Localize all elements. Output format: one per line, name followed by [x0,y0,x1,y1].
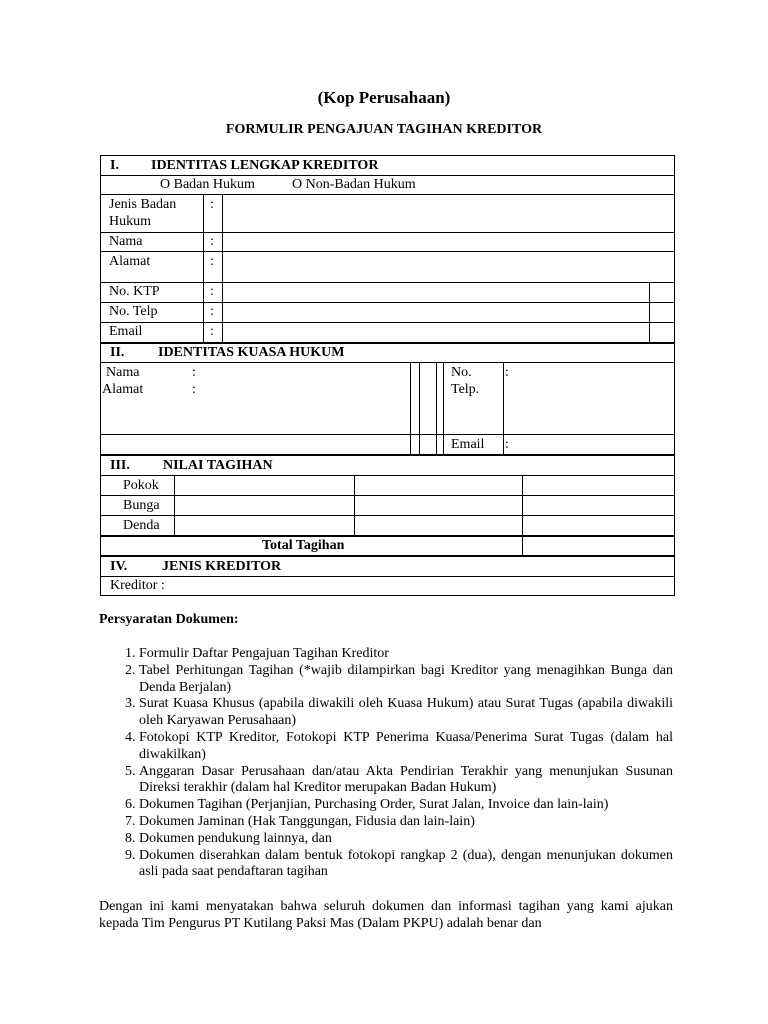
kuasa-nama-label: Nama [106,365,140,380]
kuasa-email-label: Email [451,437,485,452]
kreditor-field[interactable] [175,577,674,595]
jenis-badan-label-2: Hukum [109,214,151,229]
section3-number: III. [110,458,130,473]
requirements-title: Persyaratan Dokumen: [99,612,239,627]
kuasa-telp-label: No. [451,365,472,380]
email-colon: : [210,324,214,339]
total-tagihan-field[interactable] [523,537,674,555]
nama-field[interactable] [223,233,674,250]
alamat-field[interactable] [223,252,674,281]
list-item: 7. Dokumen Jaminan (Hak Tanggungan, Fidusia dan lain-lain) [139,814,673,831]
list-item: 6. Dokumen Tagihan (Perjanjian, Purchasing Order, Surat Jalan, Invoice dan lain-lain) [139,797,673,814]
alamat-colon: : [210,254,214,269]
requirements-list [99,646,673,881]
list-item: 2. Tabel Perhitungan Tagihan (*wajib dilampirkan bagi Kreditor yang menagihkan Bunga dan Denda Berjalan) [139,663,673,697]
ktp-label: No. KTP [109,284,160,299]
list-item: 1. Formulir Daftar Pengajuan Tagihan Kreditor [139,646,673,663]
closing-statement: Dengan ini kami menyatakan bahwa seluruh dokumen dan informasi tagihan yang kami ajukan kepada Tim Pengurus PT Kutilang Paksi Mas (Dalam PKPU) adalah benar dan [99,899,673,931]
telp-label: No. Telp [109,304,158,319]
bunga-label: Bunga [123,498,160,513]
telp-colon: : [210,304,214,319]
jenis-badan-field[interactable] [223,195,674,231]
pokok-label: Pokok [123,478,159,493]
section4-title: JENIS KREDITOR [162,559,282,574]
list-item: 8. Dokumen pendukung lainnya, dan [139,831,673,848]
list-item: 5. Anggaran Dasar Perusahaan dan/atau Akta Pendirian Terakhir yang menunjukan Susunan Direksi terakhir (dalam hal Kreditor merupakan Badan Hukum) [139,764,673,798]
kuasa-alamat-colon: : [192,382,196,397]
kuasa-email-field[interactable] [510,435,674,453]
section2-title: IDENTITAS KUASA HUKUM [158,345,345,360]
kuasa-telp-colon: : [505,365,509,380]
list-item: 4. Fotokopi KTP Kreditor, Fotokopi KTP Penerima Kuasa/Penerima Surat Tugas (dalam hal diwakilkan) [139,730,673,764]
section1-title: IDENTITAS LENGKAP KREDITOR [151,158,379,173]
denda-label: Denda [123,518,160,533]
jenis-badan-colon: : [210,197,214,212]
telp-field[interactable] [223,303,648,321]
total-tagihan-label: Total Tagihan [262,538,345,553]
ktp-field[interactable] [223,283,648,301]
kuasa-nama-alamat-field[interactable] [200,363,409,433]
option-badan-hukum[interactable]: O Badan Hukum [160,177,255,192]
alamat-label: Alamat [109,254,151,269]
kuasa-telp-field[interactable] [510,363,674,433]
ktp-colon: : [210,284,214,299]
bunga-field[interactable] [175,496,674,514]
denda-field[interactable] [175,516,674,534]
kuasa-nama-colon: : [192,365,196,380]
list-item: 3. Surat Kuasa Khusus (apabila diwakili oleh Kuasa Hukum) atau Surat Tugas (apabila diwakili oleh Karyawan Perusahaan) [139,696,673,730]
kreditor-label: Kreditor : [110,578,165,593]
section3-title: NILAI TAGIHAN [163,458,273,473]
form-title: FORMULIR PENGAJUAN TAGIHAN KREDITOR [225,122,543,137]
jenis-badan-label: Jenis Badan [109,197,177,212]
pokok-field[interactable] [175,476,674,494]
kuasa-alamat-label: Alamat [102,382,144,397]
list-item: 9. Dokumen diserahkan dalam bentuk fotokopi rangkap 2 (dua), dengan menunjukan dokumen asli pada saat pendaftaran tagihan [139,848,673,882]
section2-number: II. [110,345,125,360]
kuasa-telp-label-2: Telp. [451,382,480,397]
kuasa-email-colon: : [505,437,509,452]
nama-colon: : [210,234,214,249]
section4-number: IV. [110,559,128,574]
email-field[interactable] [223,323,648,342]
kop-perusahaan: (Kop Perusahaan) [317,88,451,107]
option-non-badan-hukum[interactable]: O Non-Badan Hukum [292,177,416,192]
section1-number: I. [110,158,119,173]
email-label: Email [109,324,143,339]
nama-label: Nama [109,234,143,249]
